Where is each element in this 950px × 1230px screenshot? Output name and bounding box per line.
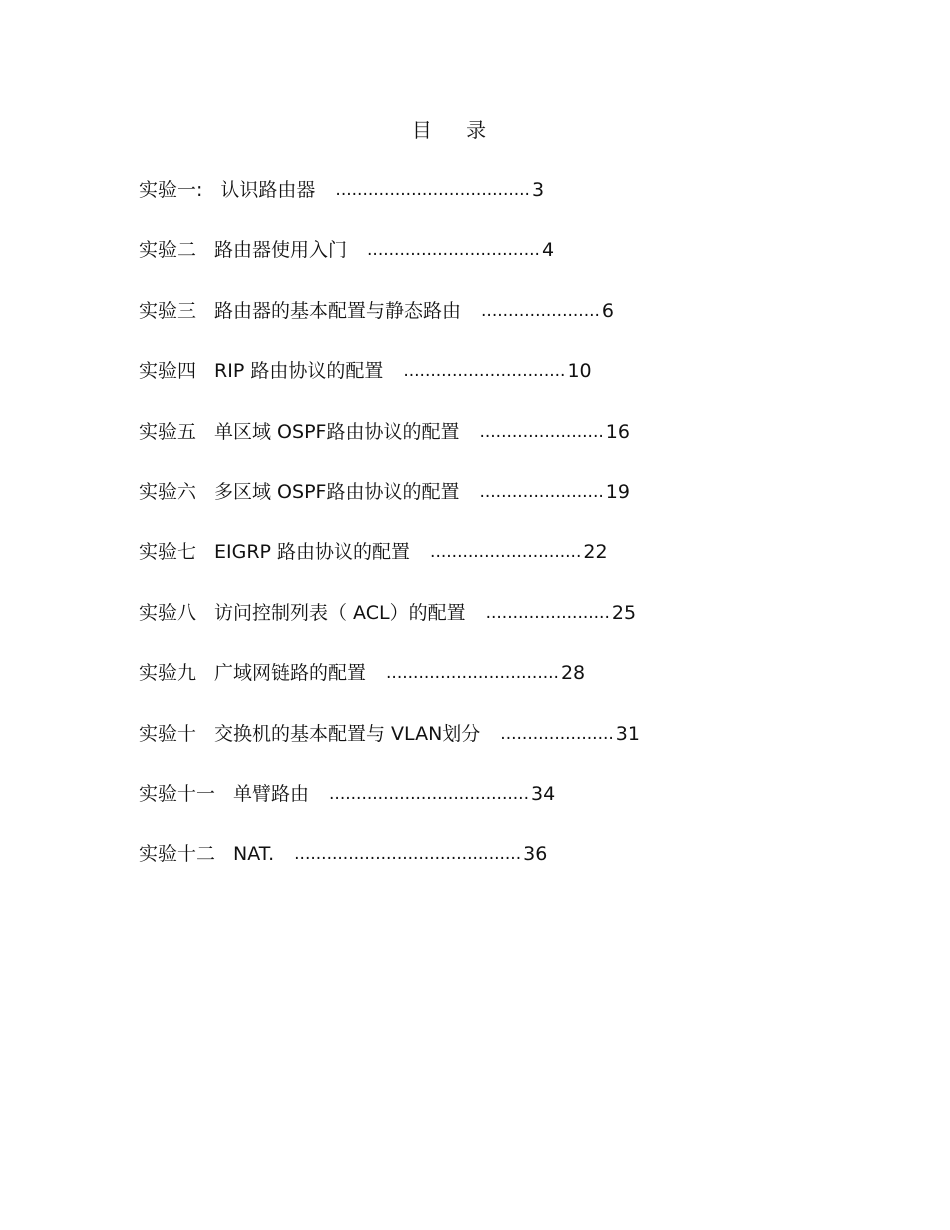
toc-entry-7 [139,536,839,596]
entry-leader-dots: ................................ [386,663,559,684]
entry-page-number: 3 [531,179,545,201]
entry-page-number: 25 [611,601,637,624]
toc-entry-6 [139,476,839,536]
entry-title: EIGRP 路由协议的配置 [214,541,411,564]
toc-entry-11 [139,778,839,838]
entry-page-number: 4 [541,239,555,262]
entry-leader-dots: ....................... [485,602,610,623]
entry-label: 实验十 [139,722,197,745]
entry-title: NAT. [233,843,275,866]
toc-entry-3 [139,295,839,355]
toc-entry-8 [139,597,839,657]
entry-leader-dots: ..................................... [329,783,529,804]
entry-page-number: 16 [605,420,630,443]
entry-page-number: 19 [605,480,630,503]
entry-label: 实验八 [139,601,197,624]
toc-entry-2 [139,234,839,294]
entry-page-number: 6 [601,299,615,322]
entry-title: 路由器使用入门 [214,239,348,262]
entry-title: 单臂路由 [233,782,310,805]
table-of-contents [139,174,839,899]
entry-title: 认识路由器 [220,179,316,201]
entry-label: 实验十二 [139,843,216,866]
entry-leader-dots: ............................ [430,542,582,563]
entry-page-number: 34 [530,782,556,805]
entry-page-number: 22 [583,541,608,564]
entry-leader-dots: ................................ [367,240,540,261]
entry-title: 广域网链路的配置 [214,662,367,685]
entry-leader-dots: .................................... [335,180,530,200]
entry-leader-dots: ...................... [481,300,600,321]
entry-leader-dots: .............................. [403,361,566,382]
toc-title: 目 录 [411,118,501,142]
entry-title: RIP 路由协议的配置 [214,360,384,383]
entry-title: 路由器的基本配置与静态路由 [214,299,462,322]
entry-page-number: 10 [567,360,592,383]
toc-entry-12 [139,838,839,898]
entry-leader-dots: ....................... [479,421,604,442]
toc-entry-4 [139,355,839,415]
entry-label: 实验一: [139,179,203,201]
toc-entry-9 [139,657,839,717]
entry-label: 实验二 [139,239,197,262]
toc-entry-10 [139,718,839,778]
entry-leader-dots: ..................... [500,723,614,744]
entry-page-number: 31 [615,722,640,745]
entry-leader-dots: .......................................... [294,844,522,865]
entry-leader-dots: ....................... [479,481,604,502]
toc-entry-1 [139,174,839,234]
entry-label: 实验十一 [139,782,216,805]
entry-page-number: 28 [560,662,586,685]
entry-page-number: 36 [523,843,548,866]
entry-label: 实验六 [139,480,197,503]
entry-label: 实验四 [139,360,197,383]
entry-label: 实验三 [139,299,197,322]
toc-entry-5 [139,416,839,476]
entry-title: 单区域 OSPF路由协议的配置 [214,420,460,443]
entry-label: 实验七 [139,541,197,564]
entry-title: 交换机的基本配置与 VLAN划分 [214,722,481,745]
entry-label: 实验五 [139,420,197,443]
entry-title: 访问控制列表（ ACL）的配置 [214,601,466,624]
entry-label: 实验九 [139,662,197,685]
entry-title: 多区域 OSPF路由协议的配置 [214,480,460,503]
